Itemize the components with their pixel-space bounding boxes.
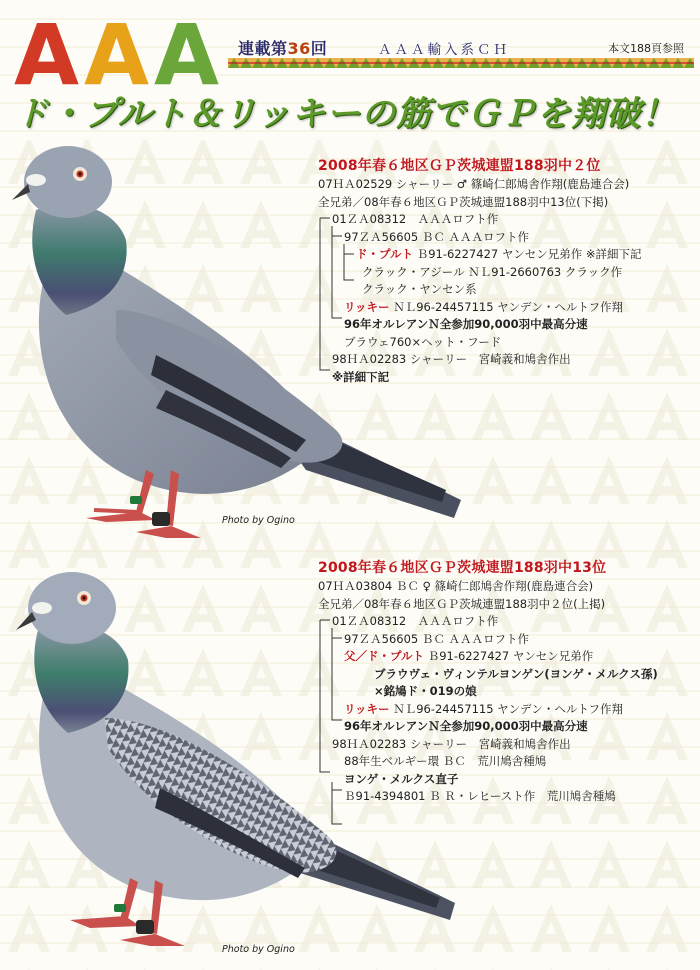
aaa-logo [14, 8, 234, 88]
series-label: 連載第36回 [238, 39, 328, 58]
sire-name-de-pult: ド・プルト [356, 247, 414, 261]
pedigree-line: 98ＨＡ02283 シャーリー 宮崎義和鳩舎作出 [332, 736, 571, 751]
pedigree-tree-lines-2 [316, 614, 376, 829]
pedigree-title-2: 2008年春６地区ＧＰ茨城連盟188羽中13位 [318, 560, 607, 576]
pedigree-line: クラック・アジール ＮＬ91-2660763 クラック作 [362, 264, 623, 279]
pedigree-line: クラック・ヤンセン系 [362, 282, 477, 296]
svg-text:A: A [154, 8, 220, 88]
sire-name-de-pult: ド・プルト [367, 649, 425, 663]
pedigree-line: 96年オルレアンＮ全参加90,000羽中最高分速 [344, 317, 588, 331]
headline: ド・プルト＆リッキーの筋でＧＰを翔破！ [14, 94, 677, 134]
pedigree-line: 97ＺＡ56605 ＢＣ ＡＡＡロフト作 [344, 229, 530, 244]
svg-text:A: A [84, 8, 150, 88]
pedigree-line: リッキー ＮＬ96-24457115 ヤンデン・ヘルトフ作翔 [344, 701, 623, 716]
pedigree-line: 01ＺＡ08312 ＡＡＡロフト作 [332, 614, 499, 628]
pedigree-tree-lines-1 [316, 212, 376, 387]
pedigree-line: 07ＨＡ02529 シャーリー ♂ 篠崎仁郎鳩舎作翔(鹿島連合会) [318, 177, 630, 191]
pedigree-line: 96年オルレアンＮ全参加90,000羽中最高分速 [344, 719, 588, 733]
series-subtitle: ＡＡＡ輸入系ＣＨ [378, 42, 510, 58]
pedigree-line: 07ＨＡ03804 ＢＣ ♀ 篠崎仁郎鳩舎作翔(鹿島連合会) [318, 579, 594, 593]
photo-credit-2: Photo by Ogino [222, 944, 295, 955]
pedigree-line: 01ＺＡ08312 ＡＡＡロフト作 [332, 212, 499, 226]
pedigree-line: 全兄弟／08年春６地区ＧＰ茨城連盟188羽中13位(下掲) [318, 194, 609, 209]
pedigree-title-1: 2008年春６地区ＧＰ茨城連盟188羽中２位 [318, 158, 601, 174]
decorative-stripe [228, 58, 694, 68]
svg-text:A: A [14, 8, 80, 88]
pedigree-line: リッキー ＮＬ96-24457115 ヤンデン・ヘルトフ作翔 [344, 299, 623, 314]
pedigree-line: ヨンゲ・メルクス直子 [344, 771, 459, 786]
dam-name-ricky: リッキー [344, 701, 390, 716]
pedigree-line: 全兄弟／08年春６地区ＧＰ茨城連盟188羽中２位(上掲) [318, 596, 606, 611]
pedigree-line: 97ＺＡ56605 ＢＣ ＡＡＡロフト作 [344, 631, 530, 646]
photo-credit-1: Photo by Ogino [222, 515, 295, 526]
pedigree-line: 98ＨＡ02283 シャーリー 宮崎義和鳩舎作出 [332, 352, 571, 366]
pedigree-line: ※詳細下記 [332, 369, 390, 384]
pedigree-line: ×銘鳩ド・019の娘 [374, 684, 477, 698]
pedigree-line: 88年生ベルギー環 ＢＣ 荒川鳩舎種鳩 [344, 754, 547, 768]
pedigree-line: Ｂ91-4394801 Ｂ Ｒ・レヒースト作 荒川鳩舎種鳩 [344, 789, 616, 803]
pedigree-line: ブラウェ760×ヘット・フード [344, 334, 502, 349]
pedigree-line: 父／ド・プルト Ｂ91-6227427 ヤンセン兄弟作 [344, 649, 594, 663]
pedigree-line: ド・プルト Ｂ91-6227427 ヤンセン兄弟作 ※詳細下記 [356, 247, 642, 261]
pedigree-line: ブラウヴェ・ヴィンテルヨンゲン(ヨンゲ・メルクス孫) [374, 666, 658, 681]
dam-name-ricky: リッキー [344, 299, 390, 314]
page-reference: 本文188頁参照 [608, 42, 684, 55]
